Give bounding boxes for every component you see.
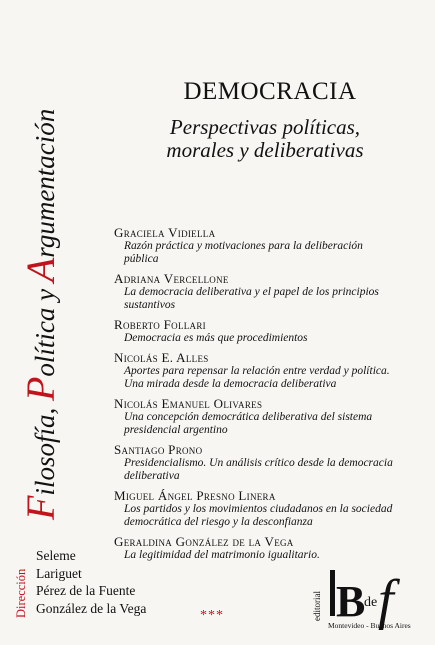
contents-author: Adriana Vercellone <box>114 271 229 286</box>
table-of-contents <box>114 226 414 568</box>
contents-entry <box>114 351 414 391</box>
publisher-logo <box>312 562 416 632</box>
contents-author: Nicolás Emanuel Olivares <box>114 396 263 411</box>
book-title: DEMOCRACIA <box>183 78 357 105</box>
contents-chapter-title: Una mirada desde la democracia deliberativa <box>124 378 337 390</box>
contents-author: Geraldina González de la Vega <box>114 534 294 549</box>
contents-chapter-title: La democracia deliberativa y el papel de los principios <box>124 286 379 298</box>
editorial-direction <box>14 545 184 620</box>
publisher-b: B <box>336 577 366 626</box>
contents-entry <box>114 226 414 266</box>
series-initial-a: A <box>18 257 63 283</box>
contents-author: Santiago Prono <box>114 442 203 457</box>
contents-chapter-title: deliberativa <box>124 470 180 482</box>
direction-label <box>14 545 28 620</box>
contents-chapter-title: Una concepción democrática deliberativa del sistema <box>124 411 373 423</box>
contents-author: Miguel Ángel Presno Linera <box>114 488 276 503</box>
director-name: González de la Vega <box>36 600 147 616</box>
contents-entry <box>114 272 414 312</box>
publisher-cities: Montevideo - Buenos Aires <box>328 621 411 630</box>
direction-label-text: Dirección <box>14 568 28 618</box>
ornament-stars: *** <box>200 608 224 623</box>
series-word-f-rest: ilosofía, <box>30 401 60 496</box>
publisher-editorial: editorial <box>312 591 322 621</box>
direction-names <box>36 547 146 617</box>
director-name: Lariguet <box>36 565 82 581</box>
contents-chapter-title: La legitimidad del matrimonio igualitario. <box>124 549 320 561</box>
contents-entry <box>114 443 414 483</box>
contents-chapter-title: democrática del riesgo y la desconfianza <box>124 516 313 528</box>
subtitle-line: morales y deliberativas <box>166 138 364 162</box>
subtitle-line: Perspectivas políticas, <box>169 115 361 139</box>
contents-entry <box>114 318 414 345</box>
contents-entry <box>114 489 414 529</box>
publisher-f: f <box>378 569 394 631</box>
series-initial-p: P <box>18 376 63 402</box>
svg-text:Filosofía, Política y Argument <box>18 109 63 521</box>
contents-chapter-title: presidencial argentino <box>124 424 228 436</box>
contents-chapter-title: Razón práctica y motivaciones para la deliberación <box>124 240 363 252</box>
book-subtitle <box>140 116 390 162</box>
contents-entry <box>114 397 414 437</box>
director-name: Seleme <box>36 548 76 563</box>
director-name: Pérez de la Fuente <box>36 583 136 598</box>
contents-chapter-title: Los partidos y los movimientos ciudadanos en la sociedad <box>124 503 393 515</box>
series-initial-f: F <box>18 495 63 520</box>
contents-chapter-title: Aportes para repensar la relación entre verdad y política. <box>124 365 390 377</box>
publisher-de: de <box>364 595 378 610</box>
contents-author: Roberto Follari <box>114 317 206 332</box>
contents-chapter-title: sustantivos <box>124 299 176 311</box>
contents-chapter-title: Democracia es más que procedimientos <box>124 332 308 344</box>
series-word-p-rest: olítica y <box>30 282 60 377</box>
contents-author: Nicolás E. Alles <box>114 350 209 365</box>
series-title <box>2 20 74 540</box>
contents-chapter-title: pública <box>124 253 159 265</box>
contents-chapter-title: Presidencialismo. Un análisis crítico desde la democracia <box>124 457 393 469</box>
contents-author: Graciela Vidiella <box>114 225 216 240</box>
series-word-a-rest: rgumentación <box>30 108 60 258</box>
